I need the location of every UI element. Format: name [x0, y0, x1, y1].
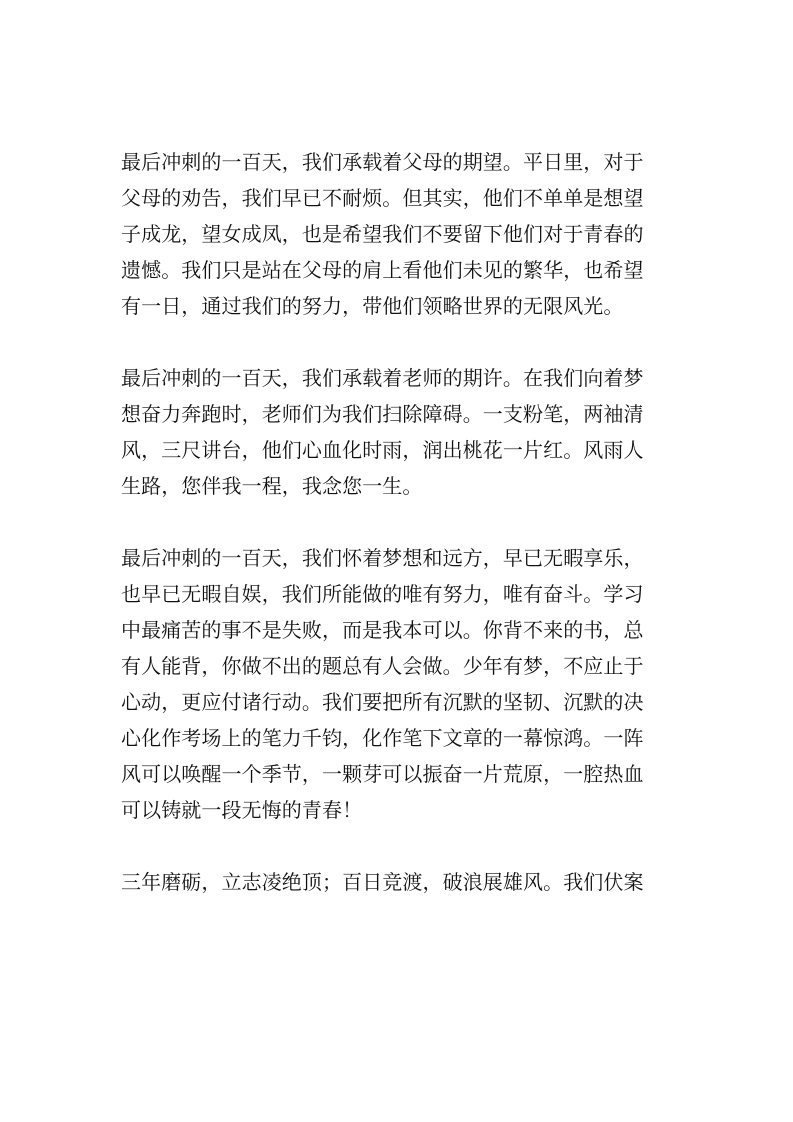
text-line: 有一日，通过我们的努力，带他们领略世界的无限风光。 — [121, 294, 624, 318]
text-line: 中最痛苦的事不是失败，而是我本可以。你背不来的书，总 — [121, 618, 644, 642]
text-line: 子成龙，望女成凤，也是希望我们不要留下他们对于青春的 — [121, 222, 644, 246]
text-line: 心化作考场上的笔力千钧，化作笔下文章的一幕惊鸿。一阵 — [121, 726, 644, 750]
text-line: 也早已无暇自娱，我们所能做的唯有努力，唯有奋斗。学习 — [121, 582, 644, 606]
paragraph-gap — [121, 504, 676, 540]
text-line: 三年磨砺，立志凌绝顶；百日竞渡，破浪展雄风。我们伏案 — [121, 870, 644, 894]
text-line: 最后冲刺的一百天，我们承载着老师的期许。在我们向着梦 — [121, 366, 644, 390]
text-line: 有人能背，你做不出的题总有人会做。少年有梦，不应止于 — [121, 654, 644, 678]
text-line: 最后冲刺的一百天，我们怀着梦想和远方，早已无暇享乐， — [121, 546, 644, 570]
paragraph-closing — [121, 864, 676, 900]
paragraph-dreams — [121, 540, 676, 828]
document-body — [121, 144, 676, 900]
paragraph-gap — [121, 324, 676, 360]
paragraph-gap — [121, 828, 676, 864]
text-line: 可以铸就一段无悔的青春！ — [121, 798, 363, 822]
paragraph-parents — [121, 144, 676, 324]
text-line: 最后冲刺的一百天，我们承载着父母的期望。平日里，对于 — [121, 150, 644, 174]
text-line: 心动，更应付诸行动。我们要把所有沉默的坚韧、沉默的决 — [121, 690, 644, 714]
paragraph-teachers — [121, 360, 676, 504]
text-line: 想奋力奔跑时，老师们为我们扫除障碍。一支粉笔，两袖清 — [121, 402, 644, 426]
text-line: 遗憾。我们只是站在父母的肩上看他们未见的繁华，也希望 — [121, 258, 644, 282]
text-line: 风，三尺讲台，他们心血化时雨，润出桃花一片红。风雨人 — [121, 438, 644, 462]
text-line: 生路，您伴我一程，我念您一生。 — [121, 474, 423, 498]
text-line: 父母的劝告，我们早已不耐烦。但其实，他们不单单是想望 — [121, 186, 644, 210]
text-line: 风可以唤醒一个季节，一颗芽可以振奋一片荒原，一腔热血 — [121, 762, 644, 786]
